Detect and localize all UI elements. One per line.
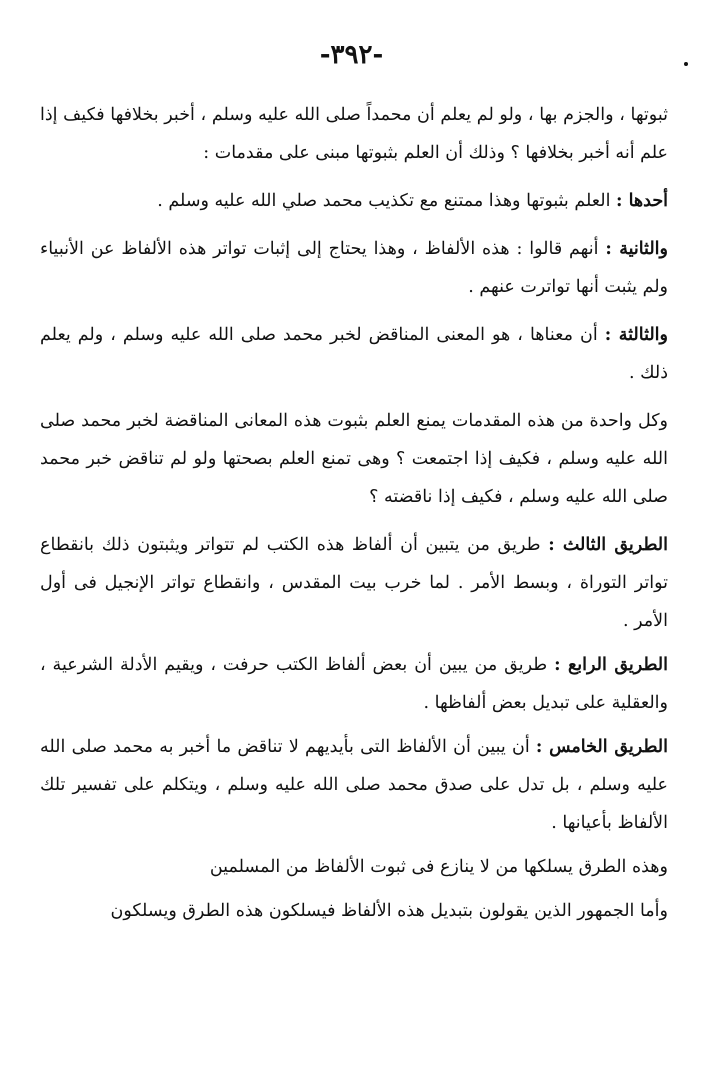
stray-mark xyxy=(684,62,688,66)
paragraph-lead: الطريق الثالث : xyxy=(548,535,668,555)
paragraph-text: وأما الجمهور الذين يقولون بتبديل هذه الألفاظ فيسلكون هذه الطرق ويسلكون xyxy=(110,901,668,921)
paragraph-text: وهذه الطرق يسلكها من لا ينازع فى ثبوت الألفاظ من المسلمين xyxy=(209,857,668,877)
paragraph xyxy=(40,402,668,516)
paragraph-lead: أحدها : xyxy=(616,191,668,211)
paragraph-text: العلم بثبوتها وهذا ممتنع مع تكذيب محمد صلي الله عليه وسلم . xyxy=(157,191,617,211)
paragraph-lead: الطريق الرابع : xyxy=(554,655,668,675)
paragraph-text: ثبوتها ، والجزم بها ، ولو لم يعلم أن محمداً صلى الله عليه وسلم ، أخبر بخلافها فكيف إذا علم أنه أخبر بخلافها ؟ وذلك أن العلم بثبوتها مبنى على مقدمات : xyxy=(40,105,668,163)
paragraph-lead: والثالثة : xyxy=(604,325,668,345)
paragraph-text: طريق من يبين أن بعض ألفاظ الكتب حرفت ، ويقيم الأدلة الشرعية ، والعقلية على تبديل بعض ألفاظها . xyxy=(40,655,668,713)
paragraph xyxy=(40,526,668,640)
paragraph-text: أن معناها ، هو المعنى المناقض لخبر محمد صلى الله عليه وسلم ، ولم يعلم ذلك . xyxy=(40,325,668,383)
paragraph-lead: الطريق الخامس : xyxy=(535,737,668,757)
paragraph xyxy=(40,96,668,172)
paragraph xyxy=(40,892,668,930)
paragraph xyxy=(40,182,668,220)
paragraph xyxy=(40,848,668,886)
paragraph-text: أنهم قالوا : هذه الألفاظ ، وهذا يحتاج إلى إثبات تواتر هذه الألفاظ عن الأنبياء ولم يثبت أنها تواترت عنهم . xyxy=(40,239,668,297)
page-body xyxy=(40,96,668,936)
paragraph-text: وكل واحدة من هذه المقدمات يمنع العلم بثبوت هذه المعانى المناقضة لخبر محمد صلى الله عليه وسلم ، فكيف إذا اجتمعت ؟ وهى تمنع العلم بصحتها ولو لم تناقض خبر محمد صلى الله عليه وسلم ، فكيف إذا ناقضته ؟ xyxy=(40,411,668,507)
paragraph xyxy=(40,728,668,842)
paragraph xyxy=(40,646,668,722)
paragraph xyxy=(40,316,668,392)
paragraph-text: طريق من يتبين أن ألفاظ هذه الكتب لم تتواتر ويثبتون ذلك بانقطاع تواتر التوراة ، وبسط الأمر . لما خرب بيت المقدس ، وانقطاع تواتر الإنجيل فى أول الأمر . xyxy=(40,535,668,631)
paragraph xyxy=(40,230,668,306)
paragraph-text: أن يبين أن الألفاظ التى بأيديهم لا تناقض ما أخبر به محمد صلى الله عليه وسلم ، بل تدل على صدق محمد صلى الله عليه وسلم ، ويتكلم على تفسير تلك الألفاظ بأعيانها . xyxy=(40,737,668,833)
page-number: -٣٩٢- xyxy=(319,40,384,70)
paragraph-lead: والثانية : xyxy=(605,239,668,259)
